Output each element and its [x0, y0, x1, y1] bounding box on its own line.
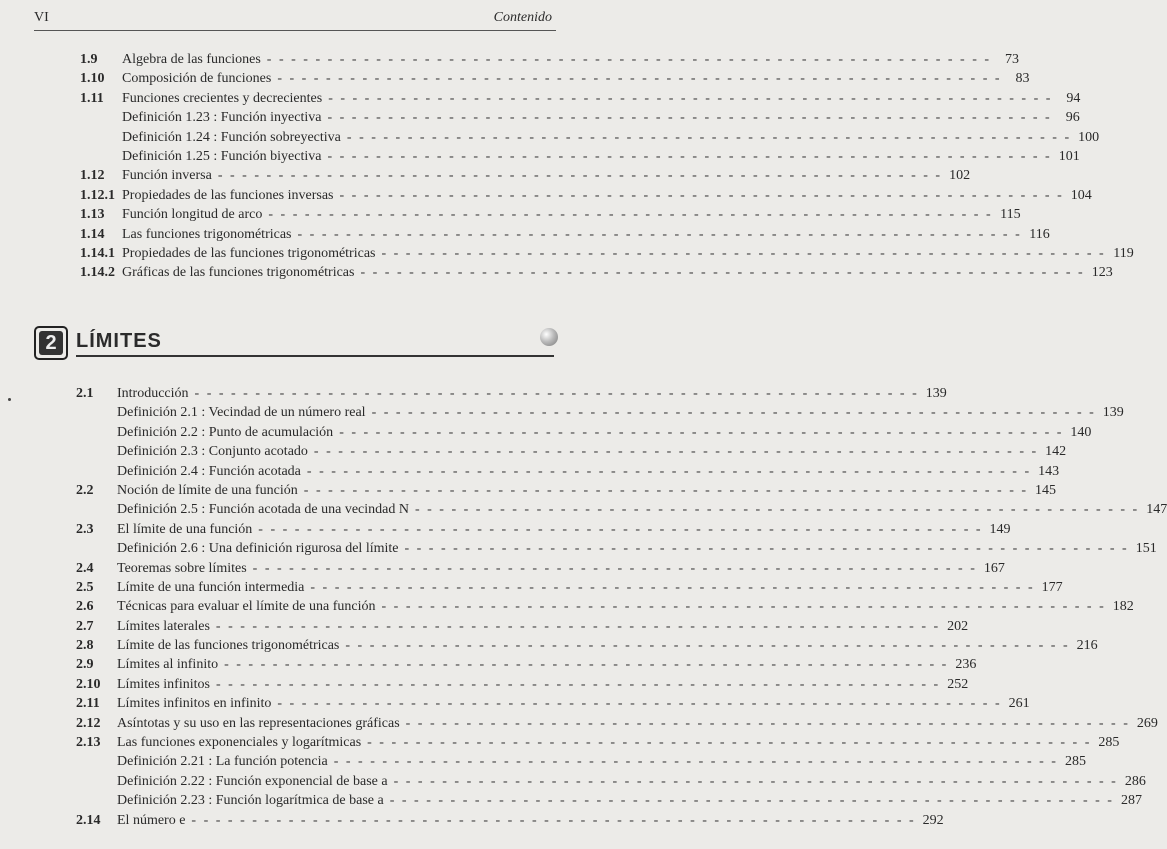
toc-entry	[0, 714, 1158, 733]
toc-entry	[0, 442, 1067, 461]
toc-entry	[0, 811, 944, 830]
toc-entry	[0, 539, 1157, 558]
toc-leader: - - - - - - - - - - - - - - - - - - - - - - - - - - - - - - - - - - - - - - - - - - - - - - - - - - - - - - - - - - - -	[367, 735, 1092, 751]
toc-entry-line	[117, 403, 1124, 422]
toc-leader: - - - - - - - - - - - - - - - - - - - - - - - - - - - - - - - - - - - - - - - - - - - - - - - - - - - - - - - - - - - -	[327, 110, 1052, 126]
toc-entry-title: Definición 2.4 : Función acotada	[117, 463, 301, 479]
toc-leader: - - - - - - - - - - - - - - - - - - - - - - - - - - - - - - - - - - - - - - - - - - - - - - - - - - - - - - - - - - - -	[345, 638, 1070, 654]
toc-entry-title: Definición 1.24 : Función sobreyectiva	[122, 129, 341, 145]
toc-entry	[0, 108, 1080, 127]
toc-entry-number: 1.10	[80, 71, 105, 87]
toc-leader: - - - - - - - - - - - - - - - - - - - - - - - - - - - - - - - - - - - - - - - - - - - - - - - - - - - - - - - - - - - -	[393, 773, 1118, 789]
toc-entry-number: 2.6	[76, 599, 94, 615]
toc-entry-page: 202	[947, 618, 969, 634]
toc-entry-line	[117, 675, 969, 694]
toc-entry-line	[117, 791, 1142, 810]
toc-entry-page: 287	[1120, 793, 1142, 809]
toc-entry-title: Definición 1.23 : Función inyectiva	[122, 110, 322, 126]
toc-entry-title: Límites infinitos en infinito	[117, 696, 272, 712]
running-title: Contenido	[493, 10, 552, 25]
toc-entry-page: 139	[925, 386, 947, 401]
toc-entry-line	[117, 694, 1030, 713]
toc-leader: - - - - - - - - - - - - - - - - - - - - - - - - - - - - - - - - - - - - - - - - - - - - - - - - - - - - - - - - - - - -	[328, 90, 1053, 106]
toc-entry	[0, 617, 969, 636]
toc-entry-line	[117, 597, 1134, 616]
toc-entry-title: Propiedades de las funciones trigonométricas	[122, 245, 376, 261]
toc-leader: - - - - - - - - - - - - - - - - - - - - - - - - - - - - - - - - - - - - - - - - - - - - - - - - - - - - - - - - - - - -	[297, 226, 1022, 242]
toc-entry-page: 216	[1076, 638, 1098, 654]
toc-entry-line	[117, 559, 1005, 578]
toc-entry	[0, 597, 1134, 616]
toc-leader: - - - - - - - - - - - - - - - - - - - - - - - - - - - - - - - - - - - - - - - - - - - - - - - - - - - - - - - - - - - -	[266, 52, 992, 67]
toc-entry	[0, 675, 969, 694]
toc-entry-title: Asíntotas y su uso en las representaciones gráficas	[117, 715, 400, 731]
toc-entry	[0, 752, 1086, 771]
toc-entry-number: 2.13	[76, 735, 101, 751]
toc-entry	[0, 205, 1021, 224]
chapter-rule	[76, 355, 554, 357]
page-header	[0, 0, 600, 34]
toc-entry-page: 151	[1135, 541, 1157, 557]
toc-leader: - - - - - - - - - - - - - - - - - - - - - - - - - - - - - - - - - - - - - - - - - - - - - - - - - - - - - - - - - - - -	[277, 696, 1002, 712]
toc-entry-page: 286	[1124, 773, 1146, 789]
toc-entry	[0, 89, 1081, 108]
toc-leader: - - - - - - - - - - - - - - - - - - - - - - - - - - - - - - - - - - - - - - - - - - - - - - - - - - - - - - - - - - - -	[414, 502, 1140, 518]
toc-entry	[0, 559, 1005, 578]
toc-entry-page: 83	[1015, 71, 1030, 87]
toc-entry-page: 102	[949, 168, 971, 184]
toc-entry-title: Técnicas para evaluar el límite de una función	[117, 599, 376, 615]
toc-entry-number: 2.14	[76, 812, 101, 828]
toc-entry-page: 285	[1098, 735, 1120, 751]
toc-leader: - - - - - - - - - - - - - - - - - - - - - - - - - - - - - - - - - - - - - - - - - - - - - - - - - - - - - - - - - - - -	[405, 715, 1130, 731]
toc-entry-title: Gráficas de las funciones trigonométricas	[122, 265, 355, 281]
toc-entry-line	[117, 636, 1098, 655]
toc-entry	[0, 772, 1146, 791]
toc-leader: - - - - - - - - - - - - - - - - - - - - - - - - - - - - - - - - - - - - - - - - - - - - - - - - - - - - - - - - - - - -	[404, 541, 1129, 557]
toc-entry	[0, 225, 1050, 244]
chapter-number: 2	[39, 331, 63, 355]
toc-leader: - - - - - - - - - - - - - - - - - - - - - - - - - - - - - - - - - - - - - - - - - - - - - - - - - - - - - - - - - - - -	[327, 148, 1052, 164]
toc-entry-number: 1.11	[80, 90, 104, 106]
toc-entry-number: 1.12	[80, 168, 105, 184]
toc-entry-title: Límite de una función intermedia	[117, 579, 305, 595]
toc-entry-line	[122, 89, 1081, 108]
toc-entry-line	[122, 147, 1080, 166]
toc-entry	[0, 403, 1124, 422]
toc-entry-line	[117, 423, 1092, 442]
toc-entry-page: 167	[983, 560, 1005, 576]
toc-entry-line	[122, 50, 1020, 69]
toc-entry-title: Algebra de las funciones	[122, 52, 261, 67]
toc-leader: - - - - - - - - - - - - - - - - - - - - - - - - - - - - - - - - - - - - - - - - - - - - - - - - - - - - - - - - - - - -	[381, 599, 1106, 615]
toc-entry-title: Teoremas sobre límites	[117, 560, 247, 576]
header-rule	[34, 30, 556, 31]
toc-entry-number: 1.14	[80, 226, 105, 242]
toc-entry-number: 1.12.1	[80, 187, 115, 203]
toc-entry-line	[117, 811, 944, 830]
toc-entry-title: Definición 2.5 : Función acotada de una vecindad N	[117, 502, 409, 518]
toc-entry-page: 119	[1113, 245, 1134, 261]
toc-section-chapter-2	[0, 384, 1167, 830]
toc-entry-line	[122, 128, 1100, 147]
toc-entry-number: 2.1	[76, 386, 94, 401]
toc-entry-number: 1.14.1	[80, 245, 115, 261]
toc-entry-number: 2.2	[76, 482, 94, 498]
toc-entry-number: 1.9	[80, 52, 98, 67]
toc-entry	[0, 578, 1063, 597]
toc-entry-page: 139	[1102, 405, 1124, 421]
toc-entry-page: 96	[1065, 110, 1080, 126]
toc-entry-title: Las funciones trigonométricas	[122, 226, 292, 242]
toc-entry-page: 147	[1146, 502, 1167, 518]
toc-leader: - - - - - - - - - - - - - - - - - - - - - - - - - - - - - - - - - - - - - - - - - - - - - - - - - - - - - - - - - - - -	[252, 560, 977, 576]
toc-leader: - - - - - - - - - - - - - - - - - - - - - - - - - - - - - - - - - - - - - - - - - - - - - - - - - - - - - - - - - - - -	[258, 521, 983, 537]
toc-entry-line	[122, 225, 1050, 244]
toc-entry-title: Límites laterales	[117, 618, 210, 634]
toc-entry-line	[117, 714, 1158, 733]
toc-entry-line	[117, 655, 977, 674]
toc-entry-line	[117, 481, 1057, 500]
toc-entry-page: 145	[1035, 482, 1057, 498]
toc-entry-number: 2.3	[76, 521, 94, 537]
toc-entry-number: 1.13	[80, 207, 105, 223]
toc-leader: - - - - - - - - - - - - - - - - - - - - - - - - - - - - - - - - - - - - - - - - - - - - - - - - - - - - - - - - - - - -	[306, 463, 1032, 479]
toc-entry-line	[117, 462, 1060, 481]
toc-leader: - - - - - - - - - - - - - - - - - - - - - - - - - - - - - - - - - - - - - - - - - - - - - - - - - - - - - - - - - - - -	[310, 579, 1035, 595]
toc-entry-title: El límite de una función	[117, 521, 253, 537]
toc-entry-line	[122, 263, 1113, 282]
toc-entry-page: 261	[1008, 696, 1030, 712]
toc-entry	[0, 166, 971, 185]
toc-entry-page: 236	[955, 657, 977, 673]
toc-leader: - - - - - - - - - - - - - - - - - - - - - - - - - - - - - - - - - - - - - - - - - - - - - - - - - - - - - - - - - - - -	[339, 424, 1064, 440]
toc-entry-page: 116	[1029, 226, 1050, 242]
toc-leader: - - - - - - - - - - - - - - - - - - - - - - - - - - - - - - - - - - - - - - - - - - - - - - - - - - - - - - - - - - - -	[215, 676, 941, 692]
toc-entry-page: 182	[1112, 599, 1134, 615]
toc-leader: - - - - - - - - - - - - - - - - - - - - - - - - - - - - - - - - - - - - - - - - - - - - - - - - - - - - - - - - - - - -	[277, 71, 1002, 87]
toc-entry-title: Función inversa	[122, 168, 212, 184]
toc-entry-title: Las funciones exponenciales y logarítmicas	[117, 735, 362, 751]
toc-entry-page: 73	[1005, 52, 1020, 67]
toc-leader: - - - - - - - - - - - - - - - - - - - - - - - - - - - - - - - - - - - - - - - - - - - - - - - - - - - - - - - - - - - -	[191, 812, 916, 828]
toc-entry-line	[122, 166, 971, 185]
toc-leader: - - - - - - - - - - - - - - - - - - - - - - - - - - - - - - - - - - - - - - - - - - - - - - - - - - - - - - - - - - - -	[346, 129, 1072, 145]
toc-entry-number: 2.10	[76, 676, 101, 692]
toc-entry-number: 2.7	[76, 618, 94, 634]
toc-entry	[0, 733, 1120, 752]
toc-leader: - - - - - - - - - - - - - - - - - - - - - - - - - - - - - - - - - - - - - - - - - - - - - - - - - - - - - - - - - - - -	[303, 482, 1029, 498]
toc-entry-line	[122, 205, 1021, 224]
toc-leader: - - - - - - - - - - - - - - - - - - - - - - - - - - - - - - - - - - - - - - - - - - - - - - - - - - - - - - - - - - - -	[360, 265, 1085, 281]
toc-leader: - - - - - - - - - - - - - - - - - - - - - - - - - - - - - - - - - - - - - - - - - - - - - - - - - - - - - - - - - - - -	[381, 245, 1106, 261]
toc-entry	[0, 128, 1100, 147]
toc-entry	[0, 636, 1098, 655]
toc-entry-title: Límites al infinito	[117, 657, 219, 673]
toc-entry-title: Límite de las funciones trigonométricas	[117, 638, 340, 654]
toc-entry-page: 100	[1078, 129, 1100, 145]
toc-leader: - - - - - - - - - - - - - - - - - - - - - - - - - - - - - - - - - - - - - - - - - - - - - - - - - - - - - - - - - - - -	[224, 657, 949, 673]
toc-entry	[0, 462, 1060, 481]
toc-leader: - - - - - - - - - - - - - - - - - - - - - - - - - - - - - - - - - - - - - - - - - - - - - - - - - - - - - - - - - - - -	[371, 405, 1096, 421]
toc-entry-title: Noción de límite de una función	[117, 482, 298, 498]
toc-entry-page: 115	[1000, 207, 1021, 223]
toc-entry-page: 140	[1070, 424, 1092, 440]
toc-entry-number: 2.8	[76, 638, 94, 654]
page-number: VI	[34, 10, 49, 25]
toc-entry-title: Límites infinitos	[117, 676, 210, 692]
toc-entry	[0, 481, 1057, 500]
toc-entry-line	[117, 539, 1157, 558]
toc-entry-line	[117, 578, 1063, 597]
toc-entry-line	[117, 520, 1011, 539]
toc-entry-number: 2.12	[76, 715, 101, 731]
toc-entry-page: 252	[947, 676, 969, 692]
toc-entry-title: Definición 1.25 : Función biyectiva	[122, 148, 322, 164]
toc-leader: - - - - - - - - - - - - - - - - - - - - - - - - - - - - - - - - - - - - - - - - - - - - - - - - - - - - - - - - - - - -	[217, 168, 943, 184]
toc-entry	[0, 147, 1080, 166]
toc-entry-line	[117, 733, 1120, 752]
toc-entry-page: 101	[1058, 148, 1080, 164]
toc-entry	[0, 69, 1030, 88]
toc-entry	[0, 263, 1113, 282]
toc-entry-number: 2.4	[76, 560, 94, 576]
toc-entry-line	[117, 500, 1167, 519]
toc-leader: - - - - - - - - - - - - - - - - - - - - - - - - - - - - - - - - - - - - - - - - - - - - - - - - - - - - - - - - - - - -	[339, 187, 1064, 203]
toc-entry-page: 143	[1038, 463, 1060, 479]
toc-entry-page: 123	[1091, 265, 1113, 281]
toc-entry-page: 104	[1070, 187, 1092, 203]
toc-leader: - - - - - - - - - - - - - - - - - - - - - - - - - - - - - - - - - - - - - - - - - - - - - - - - - - - - - - - - - - - -	[333, 754, 1058, 770]
toc-entry	[0, 520, 1011, 539]
toc-entry-line	[122, 244, 1134, 263]
toc-entry-page: 149	[989, 521, 1011, 537]
toc-leader: - - - - - - - - - - - - - - - - - - - - - - - - - - - - - - - - - - - - - - - - - - - - - - - - - - - - - - - - - - - -	[313, 444, 1039, 460]
toc-entry-page: 292	[922, 812, 944, 828]
toc-entry	[0, 500, 1167, 519]
toc-entry-line	[122, 186, 1092, 205]
toc-entry-line	[117, 442, 1067, 461]
toc-entry-number: 2.11	[76, 696, 100, 712]
toc-entry	[0, 50, 1020, 69]
toc-entry	[0, 384, 947, 403]
toc-entry	[0, 791, 1142, 810]
toc-leader: - - - - - - - - - - - - - - - - - - - - - - - - - - - - - - - - - - - - - - - - - - - - - - - - - - - - - - - - - - - -	[194, 386, 919, 401]
toc-entry-number: 2.5	[76, 579, 94, 595]
toc-entry-number: 2.9	[76, 657, 94, 673]
toc-entry-title: Definición 2.2 : Punto de acumulación	[117, 424, 334, 440]
toc-entry	[0, 186, 1092, 205]
toc-entry-title: El número e	[117, 812, 186, 828]
chapter-heading	[34, 322, 562, 362]
toc-leader: - - - - - - - - - - - - - - - - - - - - - - - - - - - - - - - - - - - - - - - - - - - - - - - - - - - - - - - - - - - -	[268, 207, 993, 223]
toc-leader: - - - - - - - - - - - - - - - - - - - - - - - - - - - - - - - - - - - - - - - - - - - - - - - - - - - - - - - - - - - -	[215, 618, 941, 634]
toc-section-chapter-1	[0, 50, 1134, 283]
toc-entry-title: Composición de funciones	[122, 71, 272, 87]
toc-entry-title: Función longitud de arco	[122, 207, 263, 223]
toc-entry	[0, 423, 1092, 442]
toc-entry-line	[117, 384, 947, 403]
toc-entry-page: 177	[1041, 579, 1063, 595]
toc-entry-page: 269	[1136, 715, 1158, 731]
toc-entry-title: Definición 2.1 : Vecindad de un número real	[117, 405, 366, 421]
toc-entry	[0, 655, 977, 674]
toc-entry-page: 94	[1066, 90, 1081, 106]
toc-entry-number: 1.14.2	[80, 265, 115, 281]
toc-entry-title: Definición 2.21 : La función potencia	[117, 754, 328, 770]
toc-entry	[0, 694, 1030, 713]
toc-entry-title: Definición 2.22 : Función exponencial de base a	[117, 773, 388, 789]
toc-entry-title: Funciones crecientes y decrecientes	[122, 90, 323, 106]
toc-leader: - - - - - - - - - - - - - - - - - - - - - - - - - - - - - - - - - - - - - - - - - - - - - - - - - - - - - - - - - - - -	[389, 793, 1114, 809]
toc-entry-page: 285	[1064, 754, 1086, 770]
toc-entry-line	[117, 752, 1086, 771]
sphere-ornament-icon	[540, 328, 558, 346]
toc-entry-title: Introducción	[117, 386, 189, 401]
toc-entry	[0, 244, 1134, 263]
toc-entry-title: Definición 2.23 : Función logarítmica de base a	[117, 793, 384, 809]
toc-entry-line	[117, 772, 1146, 791]
toc-entry-title: Definición 2.3 : Conjunto acotado	[117, 444, 308, 460]
toc-entry-line	[117, 617, 969, 636]
chapter-title: LÍMITES	[76, 330, 162, 352]
toc-entry-title: Propiedades de las funciones inversas	[122, 187, 334, 203]
chapter-number-badge	[34, 326, 68, 360]
toc-entry-line	[122, 69, 1030, 88]
toc-entry-page: 142	[1045, 444, 1067, 460]
toc-entry-title: Definición 2.6 : Una definición rigurosa del límite	[117, 541, 399, 557]
toc-entry-line	[122, 108, 1080, 127]
